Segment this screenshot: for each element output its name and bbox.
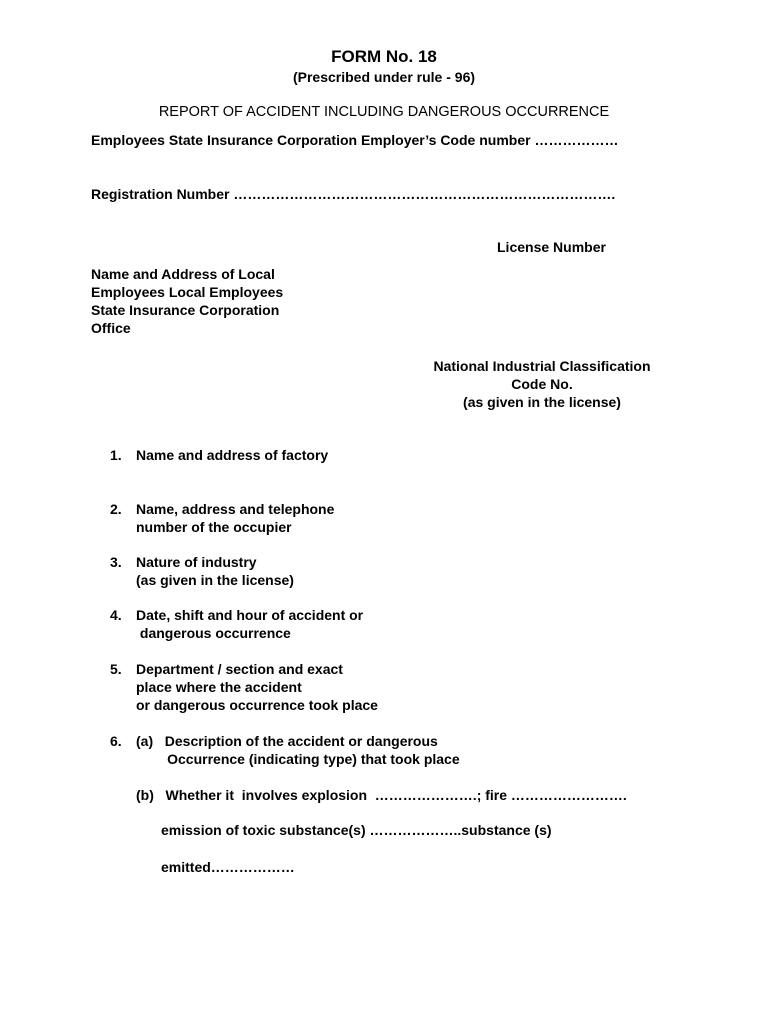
form-subtitle: (Prescribed under rule - 96) [292, 69, 476, 85]
local-office-label [91, 265, 283, 337]
nic-line: (as given in the license) [463, 394, 621, 410]
report-title: REPORT OF ACCIDENT INCLUDING DANGEROUS OCCURRENCE [158, 104, 610, 120]
item-number: 4. [110, 607, 122, 623]
item-number: 1. [110, 447, 122, 463]
item-6b-line: (b) Whether it involves explosion ………………….; fire ……………………. [136, 787, 627, 803]
license-number-label: License Number [497, 239, 606, 255]
item-text: or dangerous occurrence took place [136, 697, 378, 713]
esic-code-field: Employees State Insurance Corporation Employer’s Code number ……………… [91, 132, 619, 148]
item-3 [110, 553, 294, 589]
item-number: 3. [110, 554, 122, 570]
item-text: (as given in the license) [136, 572, 294, 588]
item-6a [110, 732, 460, 768]
item-1 [110, 446, 328, 464]
item-text: Occurrence (indicating type) that took place [136, 751, 460, 767]
local-office-line: Employees Local Employees [91, 284, 284, 300]
local-office-line: Office [91, 320, 131, 336]
local-office-line: Name and Address of Local [91, 266, 275, 282]
item-text: Date, shift and hour of accident or [136, 607, 364, 623]
form-title: FORM No. 18 [331, 47, 437, 66]
item-text: Nature of industry [136, 554, 257, 570]
nic-line: Code No. [511, 376, 573, 392]
item-number: 5. [110, 661, 122, 677]
item-2 [110, 500, 334, 536]
item-6b-emission-line: emission of toxic substance(s) ………………..substance (s) [161, 822, 552, 838]
item-text: number of the occupier [136, 519, 292, 535]
item-number: 2. [110, 501, 122, 517]
item-text: place where the accident [136, 679, 302, 695]
registration-number-field: Registration Number ………………………………………………………………………. [91, 186, 616, 202]
item-number: 6. [110, 733, 122, 749]
item-text: Name, address and telephone [136, 501, 335, 517]
item-text: Department / section and exact [136, 661, 343, 677]
item-text: dangerous occurrence [136, 625, 291, 641]
nic-line: National Industrial Classification [433, 358, 651, 374]
item-text: Name and address of factory [136, 447, 329, 463]
local-office-line: State Insurance Corporation [91, 302, 280, 318]
item-5 [110, 660, 378, 714]
item-text: (a) Description of the accident or dangerous [136, 733, 438, 749]
item-6b-emitted-line: emitted……………… [161, 859, 295, 875]
nic-code-label [418, 357, 666, 411]
item-4 [110, 606, 363, 642]
